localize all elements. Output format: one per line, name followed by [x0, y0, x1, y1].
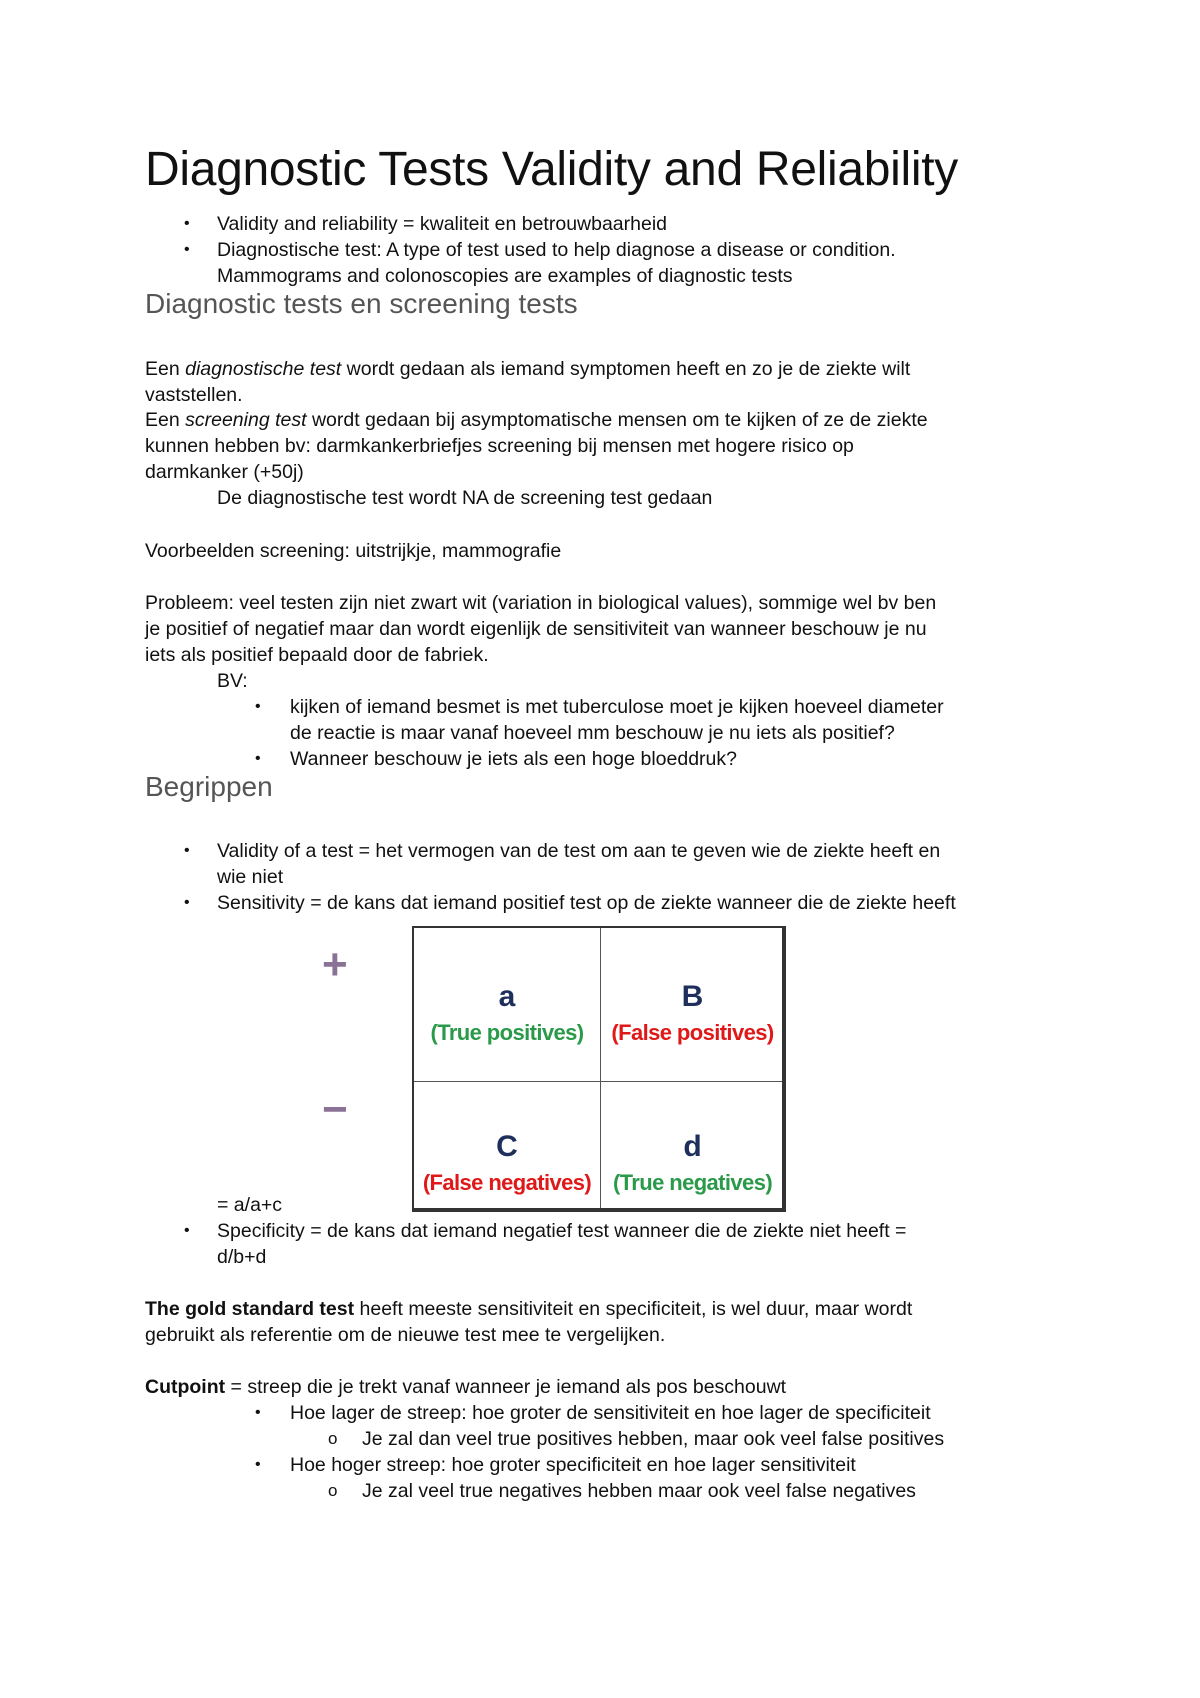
cell-description: (False positives): [611, 1020, 774, 1045]
bullet-icon: •: [255, 1456, 261, 1473]
cell-letter: B: [681, 980, 704, 1013]
cell-true-negatives: [601, 1130, 784, 1196]
paragraph-line: gebruikt als referentie om de nieuwe test mee te vergelijken.: [145, 1324, 666, 1346]
text-run: wordt gedaan als iemand symptomen heeft en zo je de ziekte wilt: [341, 358, 911, 380]
cutpoint-paragraph: [145, 1374, 786, 1400]
cell-description: (True positives): [430, 1020, 584, 1045]
bullet-icon: •: [184, 894, 190, 911]
sub-bullet-icon: o: [328, 1481, 338, 1500]
cutpoint-higher: Hoe hoger streep: hoe groter specificiteit en hoe lager sensitiviteit: [290, 1454, 856, 1476]
cell-letter: a: [498, 980, 516, 1013]
bullet-icon: •: [184, 215, 190, 232]
sub-bullet-icon: o: [328, 1429, 338, 1448]
cutpoint-higher-detail: Je zal veel true negatives hebben maar ook veel false negatives: [362, 1480, 916, 1502]
paragraph-line: je positief of negatief maar dan wordt eigenlijk de sensitiviteit van wanneer beschouw je nu: [145, 618, 927, 640]
sensitivity-definition: Sensitivity = de kans dat iemand positief test op de ziekte wanneer die de ziekte heeft: [217, 892, 956, 914]
bullet-icon: •: [255, 1404, 261, 1421]
bullet-icon: •: [255, 698, 261, 715]
cell-letter: d: [683, 1130, 702, 1163]
paragraph-line: darmkanker (+50j): [145, 461, 304, 483]
paragraph-line: kunnen hebben bv: darmkankerbriefjes screening bij mensen met hogere risico op: [145, 435, 854, 457]
cell-false-positives: [601, 980, 784, 1046]
italic-term: diagnostische test: [185, 358, 342, 380]
text-run: wordt gedaan bij asymptomatische mensen om te kijken of ze de ziekte: [306, 409, 928, 431]
bv-item-2: Wanneer beschouw je iets als een hoge bloeddruk?: [290, 748, 737, 770]
bv-item-1: kijken of iemand besmet is met tuberculose moet je kijken hoeveel diameter: [290, 696, 944, 718]
validity-definition: Validity of a test = het vermogen van de test om aan te geven wie de ziekte heeft en: [217, 840, 941, 862]
italic-term: screening test: [185, 409, 307, 431]
paragraph-line: de reactie is maar vanaf hoeveel mm beschouw je nu iets als positief?: [290, 722, 895, 744]
text-run: = streep die je trekt vanaf wanneer je iemand als pos beschouwt: [225, 1376, 787, 1398]
sensitivity-formula: = a/a+c: [217, 1194, 283, 1216]
bullet-icon: •: [184, 1222, 190, 1239]
cell-true-positives: [414, 980, 600, 1046]
gold-standard-paragraph: [145, 1296, 912, 1322]
paragraph-line: wie niet: [217, 866, 284, 888]
cutpoint-lower-detail: Je zal dan veel true positives hebben, maar ook veel false positives: [362, 1428, 945, 1450]
cutpoint-lower: Hoe lager de streep: hoe groter de sensitiviteit en hoe lager de specificiteit: [290, 1402, 931, 1424]
contingency-matrix: [412, 926, 786, 1212]
text-run: heeft meeste sensitiviteit en specificiteit, is wel duur, maar wordt: [354, 1298, 913, 1320]
problem-paragraph: Probleem: veel testen zijn niet zwart wit (variation in biological values), sommige wel bv ben: [145, 592, 937, 614]
page-title: Diagnostic Tests Validity and Reliability: [145, 143, 958, 196]
text-run: Een: [145, 358, 186, 380]
cell-false-negatives: [414, 1130, 600, 1196]
bold-term: The gold standard test: [145, 1298, 355, 1320]
minus-icon: −: [322, 1085, 348, 1134]
screening-examples: Voorbeelden screening: uitstrijkje, mammografie: [145, 540, 562, 562]
bv-label: BV:: [217, 670, 248, 692]
bullet-icon: •: [255, 750, 261, 767]
bullet-icon: •: [184, 842, 190, 859]
section-heading-begrippen: Begrippen: [145, 771, 273, 802]
cell-description: (True negatives): [612, 1170, 773, 1195]
indented-note: De diagnostische test wordt NA de screening test gedaan: [217, 487, 713, 509]
section-heading-diagnostic-screening: Diagnostic tests en screening tests: [145, 288, 578, 319]
plus-icon: +: [322, 940, 348, 989]
cell-letter: C: [496, 1130, 518, 1163]
paragraph-diagnostic-test: [145, 356, 910, 382]
matrix-divider-horizontal: [414, 1081, 782, 1082]
specificity-formula: d/b+d: [217, 1246, 267, 1268]
intro-bullet-2-cont: Mammograms and colonoscopies are examples of diagnostic tests: [217, 265, 793, 287]
text-run: Een: [145, 409, 186, 431]
specificity-definition: Specificity = de kans dat iemand negatief test wanneer die de ziekte niet heeft =: [217, 1220, 907, 1242]
intro-bullet-2: Diagnostische test: A type of test used to help diagnose a disease or condition.: [217, 239, 896, 261]
cell-description: (False negatives): [422, 1170, 592, 1195]
intro-bullet-1: Validity and reliability = kwaliteit en betrouwbaarheid: [217, 213, 668, 235]
bold-term: Cutpoint: [145, 1376, 226, 1398]
paragraph-screening-test: [145, 407, 928, 433]
paragraph-line: iets als positief bepaald door de fabriek.: [145, 644, 489, 666]
bullet-icon: •: [184, 241, 190, 258]
paragraph-line: vaststellen.: [145, 384, 243, 406]
